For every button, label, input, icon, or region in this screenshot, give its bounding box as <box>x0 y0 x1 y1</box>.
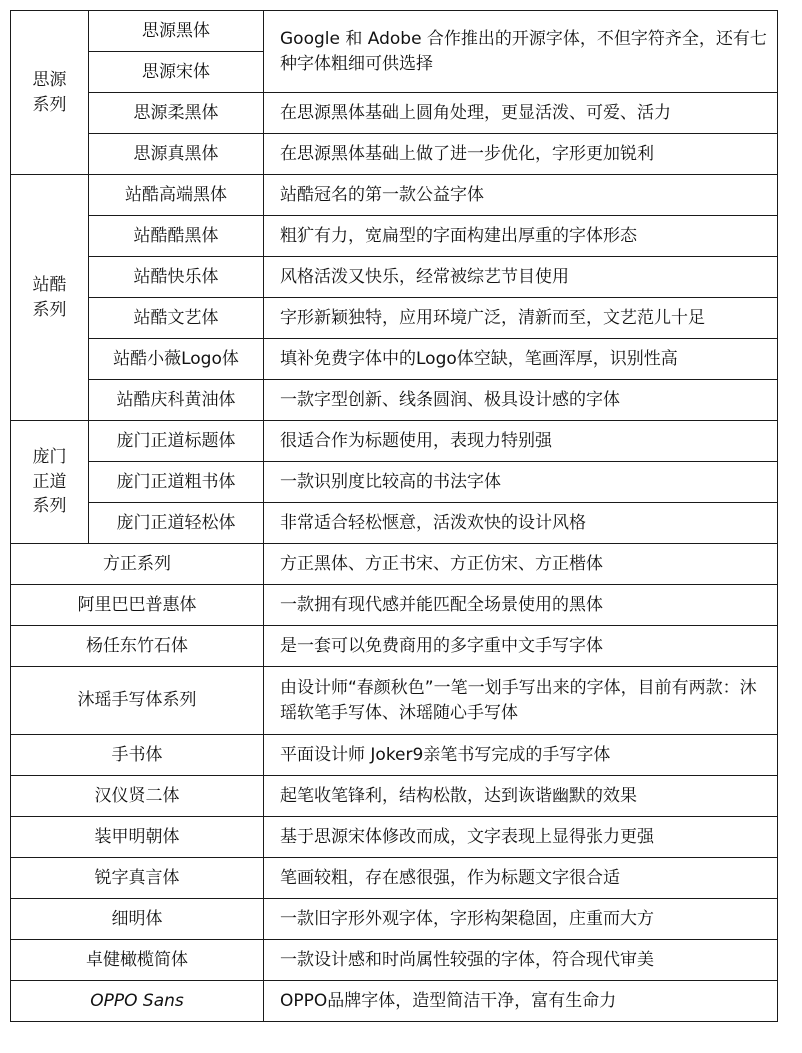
table-row <box>11 858 778 899</box>
table-row <box>11 544 778 585</box>
font-name: 庞门正道粗书体 <box>89 462 264 503</box>
font-name: 手书体 <box>11 735 264 776</box>
font-description: OPPO品牌字体，造型简洁干净，富有生命力 <box>264 981 778 1022</box>
font-name: 站酷酷黑体 <box>89 216 264 257</box>
font-name: 装甲明朝体 <box>11 817 264 858</box>
table-row <box>11 298 778 339</box>
font-name: 杨任东竹石体 <box>11 626 264 667</box>
font-name: 锐字真言体 <box>11 858 264 899</box>
font-description: 在思源黑体基础上圆角处理，更显活泼、可爱、活力 <box>264 93 778 134</box>
group-zcool <box>11 175 89 421</box>
font-name: 思源宋体 <box>89 52 264 93</box>
table-row <box>11 817 778 858</box>
table-row <box>11 776 778 817</box>
table-row <box>11 626 778 667</box>
font-description: 一款字型创新、线条圆润、极具设计感的字体 <box>264 380 778 421</box>
table-row <box>11 735 778 776</box>
table-row <box>11 257 778 298</box>
font-name: 卓健橄榄简体 <box>11 940 264 981</box>
font-description: Google 和 Adobe 合作推出的开源字体，不但字符齐全，还有七种字体粗细可供选择 <box>264 11 778 93</box>
font-description: 一款拥有现代感并能匹配全场景使用的黑体 <box>264 585 778 626</box>
font-name: OPPO Sans <box>11 981 264 1022</box>
font-name: 站酷文艺体 <box>89 298 264 339</box>
font-description: 基于思源宋体修改而成，文字表现上显得张力更强 <box>264 817 778 858</box>
font-name: 庞门正道标题体 <box>89 421 264 462</box>
font-name: 站酷小薇Logo体 <box>89 339 264 380</box>
font-name: 庞门正道轻松体 <box>89 503 264 544</box>
group-label: 思源 系列 <box>32 69 67 115</box>
font-description: 方正黑体、方正书宋、方正仿宋、方正楷体 <box>264 544 778 585</box>
table-row <box>11 667 778 735</box>
font-name: 方正系列 <box>11 544 264 585</box>
table-row <box>11 216 778 257</box>
table-row <box>11 421 778 462</box>
font-description: 由设计师“春颜秋色”一笔一划手写出来的字体，目前有两款：沐瑶软笔手写体、沐瑶随心手写体 <box>264 667 778 735</box>
font-description: 站酷冠名的第一款公益字体 <box>264 175 778 216</box>
font-description: 非常适合轻松惬意，活泼欢快的设计风格 <box>264 503 778 544</box>
font-name: 阿里巴巴普惠体 <box>11 585 264 626</box>
font-description: 一款识别度比较高的书法字体 <box>264 462 778 503</box>
font-description: 字形新颖独特，应用环境广泛，清新而至，文艺范儿十足 <box>264 298 778 339</box>
font-name: 思源黑体 <box>89 11 264 52</box>
table-row <box>11 134 778 175</box>
font-description: 一款旧字形外观字体，字形构架稳固，庄重而大方 <box>264 899 778 940</box>
table-row <box>11 981 778 1022</box>
font-description: 一款设计感和时尚属性较强的字体，符合现代审美 <box>264 940 778 981</box>
font-name: 细明体 <box>11 899 264 940</box>
font-description: 笔画较粗，存在感很强，作为标题文字很合适 <box>264 858 778 899</box>
group-label: 庞门 正道 系列 <box>32 447 67 517</box>
table-row <box>11 503 778 544</box>
table-row <box>11 339 778 380</box>
font-name: 汉仪贤二体 <box>11 776 264 817</box>
font-description: 平面设计师 Joker9亲笔书写完成的手写字体 <box>264 735 778 776</box>
table-row <box>11 585 778 626</box>
font-description: 填补免费字体中的Logo体空缺，笔画浑厚，识别性高 <box>264 339 778 380</box>
font-table <box>10 10 778 1022</box>
font-name: 思源真黑体 <box>89 134 264 175</box>
font-description: 很适合作为标题使用，表现力特别强 <box>264 421 778 462</box>
table-row <box>11 940 778 981</box>
table-row <box>11 380 778 421</box>
group-pangmen <box>11 421 89 544</box>
font-name: 站酷庆科黄油体 <box>89 380 264 421</box>
group-label: 站酷 系列 <box>32 274 67 320</box>
table-row <box>11 93 778 134</box>
table-row <box>11 462 778 503</box>
font-name: 沐瑶手写体系列 <box>11 667 264 735</box>
font-name: 思源柔黑体 <box>89 93 264 134</box>
table-row <box>11 175 778 216</box>
font-description: 在思源黑体基础上做了进一步优化，字形更加锐利 <box>264 134 778 175</box>
font-description: 风格活泼又快乐，经常被综艺节目使用 <box>264 257 778 298</box>
font-name: 站酷快乐体 <box>89 257 264 298</box>
table-row <box>11 899 778 940</box>
font-description: 粗犷有力，宽扁型的字面构建出厚重的字体形态 <box>264 216 778 257</box>
font-name: 站酷高端黑体 <box>89 175 264 216</box>
font-description: 起笔收笔锋利，结构松散，达到诙谐幽默的效果 <box>264 776 778 817</box>
group-siyuan <box>11 11 89 175</box>
font-description: 是一套可以免费商用的多字重中文手写字体 <box>264 626 778 667</box>
table-row <box>11 11 778 52</box>
